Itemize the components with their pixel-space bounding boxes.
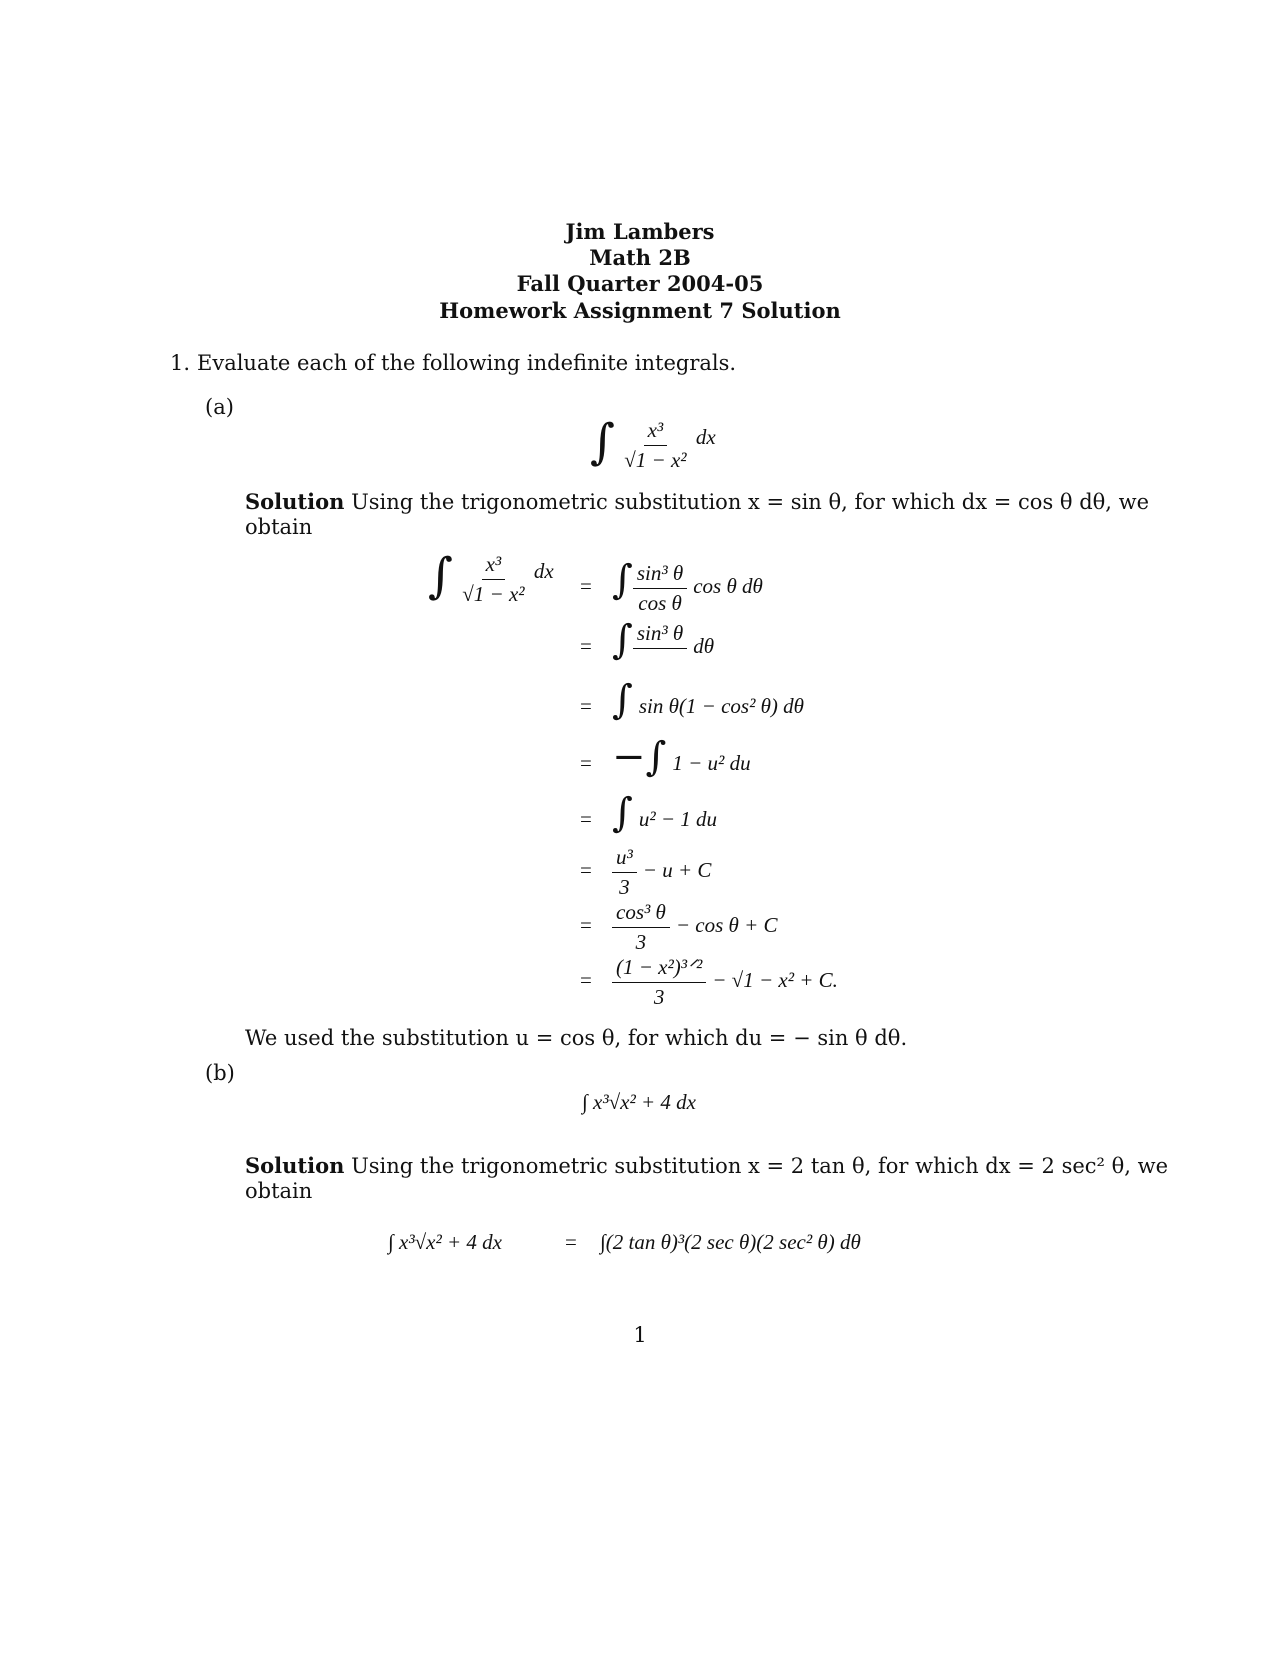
page-number: 1: [633, 1323, 647, 1347]
step-numerator: sin³ θ: [633, 561, 687, 589]
part-a-label: (a): [205, 395, 234, 419]
step-numerator: sin³ θ: [633, 621, 687, 649]
step-expression: − √1 − x² + C.: [712, 968, 838, 993]
lhs-numerator: x³: [482, 552, 506, 580]
integral-sign: ∫: [428, 548, 454, 604]
equals-sign: =: [580, 913, 592, 938]
integral-sign: ∫: [612, 557, 633, 603]
step-denominator: [653, 649, 666, 676]
derivation-step: [580, 845, 711, 900]
equals-sign: =: [580, 858, 592, 883]
derivation-step: [580, 790, 718, 836]
integrand-numerator: x³: [644, 418, 668, 446]
step-numerator: u³: [612, 845, 637, 873]
lhs-differential: dx: [533, 559, 554, 583]
step-denominator: 3: [653, 985, 665, 1009]
part-a-solution-line1: [245, 489, 1149, 514]
step-expression: − u + C: [642, 858, 712, 883]
part-b-solution-line1: [245, 1153, 1168, 1178]
derivation-step: [580, 617, 715, 676]
problem-prompt: Evaluate each of the following indefinite integrals.: [197, 351, 737, 375]
part-a-note: We used the substitution u = cos θ, for which du = − sin θ dθ.: [245, 1026, 908, 1050]
equals-sign: =: [580, 968, 592, 993]
step-expression: u² − 1 du: [638, 807, 718, 831]
derivation-step: [580, 900, 778, 955]
integral-sign: ∫: [612, 790, 633, 836]
step-numerator: (1 − x²)³ᐟ²: [612, 955, 706, 983]
step-denominator: 3: [619, 875, 630, 899]
solution-label: Solution: [245, 1153, 345, 1178]
lhs-denominator: √1 − x²: [462, 581, 525, 606]
equals-sign: =: [580, 634, 592, 658]
integrand-denominator: √1 − x²: [624, 447, 687, 472]
part-b-derivation-rhs: ∫(2 tan θ)³(2 sec θ)(2 sec² θ) dθ: [600, 1230, 861, 1254]
integral-sign: −∫: [612, 734, 667, 780]
solution-label: Solution: [245, 489, 345, 514]
page-title: Homework Assignment 7 Solution: [439, 298, 841, 323]
part-a-integral: [590, 414, 716, 481]
integral-sign: ∫: [590, 414, 616, 470]
step-expression: dθ: [693, 634, 715, 658]
part-a-solution-line2: obtain: [245, 515, 313, 539]
term: Fall Quarter 2004-05: [516, 271, 764, 296]
part-b-derivation-lhs: ∫ x³√x² + 4 dx: [388, 1230, 503, 1254]
step-expression: − cos θ + C: [675, 913, 778, 938]
equals-sign: =: [580, 574, 592, 598]
equals-sign: =: [580, 694, 592, 718]
course-name: Math 2B: [589, 245, 691, 270]
part-b-label: (b): [205, 1061, 235, 1085]
step-denominator: cos θ: [638, 590, 682, 615]
step-expression: sin θ(1 − cos² θ) dθ: [638, 694, 804, 718]
derivation-lhs: [428, 548, 554, 615]
equals-sign: =: [580, 807, 592, 831]
part-b-integral: ∫ x³√x² + 4 dx: [582, 1090, 697, 1114]
derivation-step: [580, 557, 763, 616]
part-b-solution-line2: obtain: [245, 1179, 313, 1203]
integrand-differential: dx: [695, 425, 716, 449]
derivation-step: [580, 955, 838, 1010]
equals-sign: =: [580, 751, 592, 775]
part-b-equals: =: [565, 1230, 577, 1254]
step-expression: 1 − u² du: [672, 751, 751, 775]
integral-sign: ∫: [612, 677, 633, 723]
step-denominator: 3: [635, 930, 647, 954]
problem-number: 1.: [170, 351, 191, 375]
step-expression: cos θ dθ: [693, 574, 763, 598]
solution-text: Using the trigonometric substitution x = 2 tan θ, for which dx = 2 sec² θ, we: [351, 1154, 1169, 1178]
derivation-step: [580, 677, 804, 723]
solution-text: Using the trigonometric substitution x = sin θ, for which dx = cos θ dθ, we: [351, 490, 1150, 514]
author-name: Jim Lambers: [565, 219, 715, 244]
integral-sign: ∫: [612, 617, 633, 663]
derivation-step: [580, 734, 751, 780]
step-numerator: cos³ θ: [612, 900, 670, 928]
